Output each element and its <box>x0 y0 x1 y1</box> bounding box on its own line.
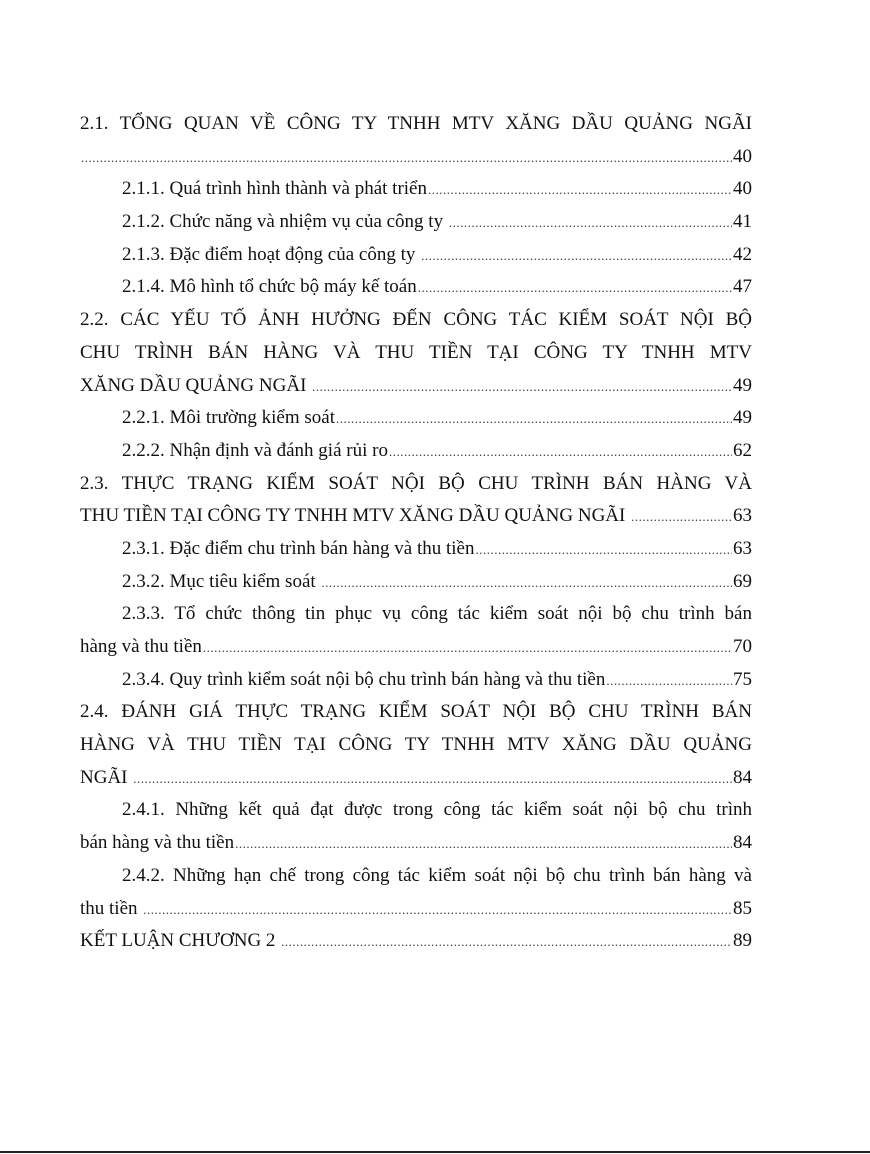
toc-entry[interactable] <box>80 173 752 206</box>
dot-leader <box>389 436 732 468</box>
toc-entry-title-line: 2.2. CÁC YẾU TỐ ẢNH HƯỞNG ĐẾN CÔNG TÁC KIỂM SOÁT NỘI BỘ <box>80 309 752 331</box>
toc-entry-last-line <box>80 173 752 206</box>
toc-page-number: 63 <box>733 537 752 559</box>
toc-entry[interactable] <box>80 239 752 272</box>
dot-leader <box>143 894 732 926</box>
dot-leader <box>281 926 732 958</box>
toc-entry-title: THU TIỀN TẠI CÔNG TY TNHH MTV XĂNG DẦU QUẢNG NGÃI <box>80 505 631 527</box>
toc-entry-title-line: 2.3. THỰC TRẠNG KIỂM SOÁT NỘI BỘ CHU TRÌNH BÁN HÀNG VÀ <box>80 472 752 494</box>
toc-entry-last-line <box>80 664 752 697</box>
dot-leader <box>235 828 732 860</box>
toc-entry-last-line <box>80 206 752 239</box>
toc-entry-title: KẾT LUẬN CHƯƠNG 2 <box>80 930 281 952</box>
toc-entry-title: XĂNG DẦU QUẢNG NGÃI <box>80 374 312 396</box>
toc-entry-last-line <box>80 402 752 435</box>
toc-entry[interactable] <box>80 533 752 566</box>
toc-page-number: 62 <box>733 439 752 461</box>
toc-entry-last-line <box>80 533 752 566</box>
dot-leader <box>475 534 732 566</box>
toc-entry-last-line <box>80 893 752 926</box>
dot-leader <box>418 272 732 304</box>
toc-entry-title: thu tiền <box>80 897 143 919</box>
dot-leader <box>421 240 732 272</box>
dot-leader <box>606 665 732 697</box>
toc-page-number: 84 <box>733 832 752 854</box>
toc-entry-title-line: 2.3.3. Tổ chức thông tin phục vụ công tác kiểm soát nội bộ chu trình bán <box>122 603 752 625</box>
toc-entry-title-line: 2.4. ĐÁNH GIÁ THỰC TRẠNG KIỂM SOÁT NỘI BỘ CHU TRÌNH BÁN <box>80 701 752 723</box>
toc-entry-title-line: CHU TRÌNH BÁN HÀNG VÀ THU TIỀN TẠI CÔNG TY TNHH MTV <box>80 341 752 363</box>
dot-leader <box>631 501 732 533</box>
toc-entry[interactable] <box>80 435 752 468</box>
toc-entry-title-line: HÀNG VÀ THU TIỀN TẠI CÔNG TY TNHH MTV XĂNG DẦU QUẢNG <box>80 734 752 756</box>
toc-page-number: 47 <box>733 276 752 298</box>
toc-entry-title: 2.3.1. Đặc điểm chu trình bán hàng và thu tiền <box>122 537 475 559</box>
toc-entry-title: 2.3.4. Quy trình kiểm soát nội bộ chu trình bán hàng và thu tiền <box>122 668 606 690</box>
toc-entry[interactable] <box>80 566 752 599</box>
toc-entry[interactable] <box>80 108 752 173</box>
toc-page-number: 70 <box>733 636 752 657</box>
toc-page-number: 40 <box>733 145 752 167</box>
toc-entry-last-line <box>80 566 752 599</box>
toc-entry-title: NGÃI <box>80 766 133 788</box>
dot-leader <box>449 207 732 239</box>
toc-entry-last-line <box>80 631 752 664</box>
dot-leader <box>133 763 732 795</box>
toc-entry-last-line <box>80 141 752 174</box>
toc-page-number: 49 <box>733 407 752 429</box>
toc-entry-last-line <box>80 271 752 304</box>
toc-page-number: 84 <box>733 766 752 788</box>
dot-leader <box>428 174 732 206</box>
toc-entry-title: 2.1.2. Chức năng và nhiệm vụ của công ty <box>122 211 448 233</box>
toc-entry-last-line <box>80 370 752 403</box>
toc-entry[interactable] <box>80 598 752 663</box>
toc-page-number: 49 <box>733 374 752 396</box>
dot-leader <box>81 142 732 174</box>
toc-entry-title: 2.2.1. Môi trường kiểm soát <box>122 407 335 429</box>
toc-page-number: 75 <box>733 668 752 690</box>
toc-entry[interactable] <box>80 925 752 958</box>
toc-page-number: 89 <box>733 930 752 952</box>
dot-leader <box>203 632 732 664</box>
toc-page-number: 42 <box>733 243 752 265</box>
toc-entry[interactable] <box>80 468 752 533</box>
toc-page-number: 41 <box>733 211 752 233</box>
toc-page-number: 85 <box>733 897 752 919</box>
toc-entry-last-line <box>80 435 752 468</box>
toc-entry-last-line <box>80 827 752 860</box>
dot-leader <box>321 567 732 599</box>
toc-entry[interactable] <box>80 271 752 304</box>
toc-entry-title: hàng và thu tiền <box>80 636 202 657</box>
toc-entry-title-line: 2.4.2. Những hạn chế trong công tác kiểm soát nội bộ chu trình bán hàng và <box>122 864 752 886</box>
page-bottom-rule <box>0 1151 870 1153</box>
toc-entry[interactable] <box>80 794 752 859</box>
toc-entry-title: bán hàng và thu tiền <box>80 832 235 854</box>
toc-entry-title: 2.1.4. Mô hình tổ chức bộ máy kế toán <box>122 276 417 298</box>
toc-entry[interactable] <box>80 304 752 402</box>
toc-entry[interactable] <box>80 206 752 239</box>
toc-page-number: 69 <box>733 570 752 592</box>
toc-entry-last-line <box>80 762 752 795</box>
toc-entry[interactable] <box>80 402 752 435</box>
dot-leader <box>312 371 732 403</box>
toc-entry[interactable] <box>80 696 752 794</box>
dot-leader <box>336 403 732 435</box>
toc-page-number: 40 <box>733 178 752 200</box>
toc-page-number: 63 <box>733 505 752 527</box>
table-of-contents <box>80 108 752 958</box>
toc-entry-title: 2.2.2. Nhận định và đánh giá rủi ro <box>122 439 388 461</box>
toc-entry-title-line: 2.1. TỔNG QUAN VỀ CÔNG TY TNHH MTV XĂNG DẦU QUẢNG NGÃI <box>80 113 752 134</box>
toc-entry-last-line <box>80 239 752 272</box>
toc-entry[interactable] <box>80 664 752 697</box>
toc-entry-last-line <box>80 500 752 533</box>
toc-entry-title: 2.1.1. Quá trình hình thành và phát triển <box>122 178 427 200</box>
toc-entry-title: 2.1.3. Đặc điểm hoạt động của công ty <box>122 243 421 265</box>
toc-entry[interactable] <box>80 860 752 925</box>
toc-entry-title-line: 2.4.1. Những kết quả đạt được trong công tác kiểm soát nội bộ chu trình <box>122 799 752 821</box>
toc-entry-title: 2.3.2. Mục tiêu kiểm soát <box>122 570 321 592</box>
toc-entry-last-line <box>80 925 752 958</box>
